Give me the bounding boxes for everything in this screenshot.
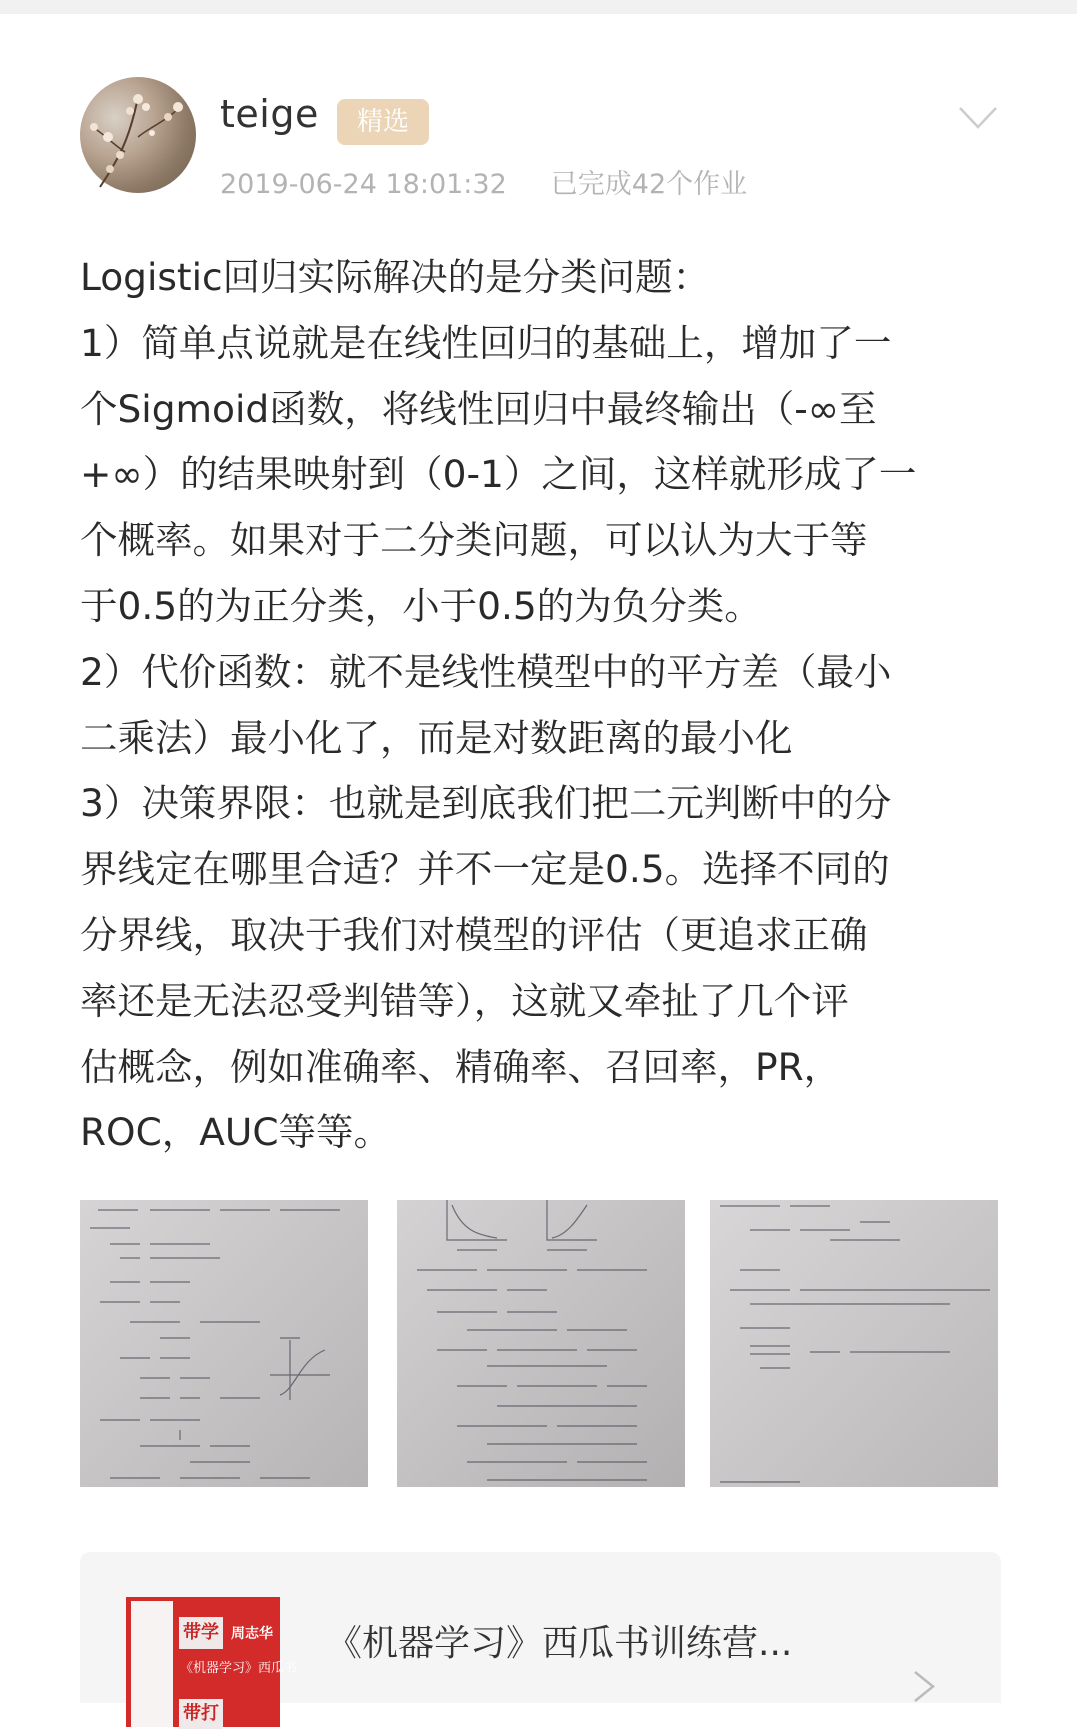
content-line: 界线定在哪里合适？并不一定是0.5。选择不同的 (80, 847, 890, 892)
book-tag: 带学 (179, 1617, 223, 1649)
course-card[interactable] (80, 1552, 1001, 1724)
chevron-right-icon[interactable] (912, 1670, 936, 1703)
homework-post (0, 14, 1077, 1724)
post-content (80, 245, 1015, 1166)
book-author: 周志华 (231, 1626, 273, 1642)
content-line: 个Sigmoid函数，将线性回归中最终输出（-∞至 (80, 386, 877, 431)
content-line: 2）代价函数：就不是线性模型中的平方差（最小 (80, 649, 892, 694)
content-line: 二乘法）最小化了，而是对数距离的最小化 (80, 715, 793, 760)
user-avatar[interactable] (80, 77, 196, 193)
content-line: 分界线，取决于我们对模型的评估（更追求正确 (80, 912, 868, 957)
content-line: Logistic回归实际解决的是分类问题： (80, 255, 711, 299)
top-divider-strip (0, 0, 1077, 14)
content-line: 于0.5的为正分类，小于0.5的为负分类。 (80, 583, 762, 628)
post-image-1[interactable] (80, 1200, 368, 1487)
post-meta (220, 162, 747, 201)
course-title[interactable]: 《机器学习》西瓜书训练营... (326, 1623, 793, 1664)
username[interactable]: teige (220, 92, 319, 136)
content-line: 估概念，例如准确率、精确率、召回率，PR， (80, 1044, 842, 1089)
book-tag-secondary: 带打 (179, 1699, 223, 1729)
content-line: 1）简单点说就是在线性回归的基础上，增加了一 (80, 320, 892, 365)
course-book-cover (126, 1597, 298, 1727)
homework-count: 已完成42个作业 (550, 169, 748, 200)
content-line: ROC，AUC等等。 (80, 1110, 392, 1155)
post-image-3[interactable] (710, 1200, 998, 1487)
content-line: 率还是无法忍受判错等），这就又牵扯了几个评 (80, 978, 849, 1023)
content-line: +∞）的结果映射到（0-1）之间，这样就形成了一 (80, 452, 917, 497)
chevron-down-icon[interactable] (958, 104, 998, 132)
content-line: 3）决策界限：也就是到底我们把二元判断中的分 (80, 781, 892, 826)
post-image-2[interactable] (397, 1200, 685, 1487)
featured-badge: 精选 (337, 99, 429, 145)
content-line: 个概率。如果对于二分类问题，可以认为大于等 (80, 518, 868, 563)
book-title: 《机器学习》西瓜书 (180, 1661, 298, 1676)
post-timestamp: 2019-06-24 18:01:32 (220, 169, 507, 200)
